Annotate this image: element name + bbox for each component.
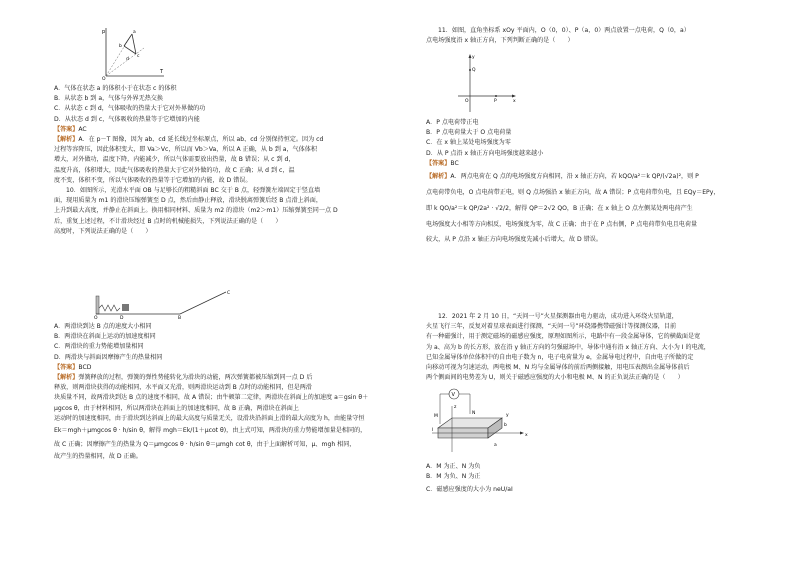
q12-option-c: C．磁感应强度的大小为 neU/aI — [426, 486, 513, 494]
q10-solution-line: Ek＝mgh＋μmgcos θ · h/sin θ，解得 mgh＝Ek/(1＋μcot θ)，由上式可知，两滑块的重力势能增加量是相同的， — [54, 427, 367, 435]
q12-stem-line: 已知金属导体单位体积中的自由电子数为 n，电子电荷量为 e，金属导电过程中，自由电子所做的定 — [426, 353, 694, 361]
q11-stem-line: 11．如图，直角坐标系 xOy 平面内，O（0，0）、P（a，0）两点放置一点电荷，Q（0，a） — [438, 27, 690, 34]
answer-tag: 【答案】 — [426, 159, 451, 167]
voltmeter-label: V — [451, 392, 455, 398]
q10-solution-line: 故产生的热量相同，故 D 正确。 — [54, 453, 142, 461]
xy-axes-figure — [456, 52, 518, 114]
q9-answer-value: AC — [78, 125, 87, 133]
q10-option-b: B．两滑块在斜面上运动的加速度相同 — [54, 333, 156, 341]
electrode-m-label: M — [434, 414, 438, 419]
q10-answer — [54, 363, 368, 373]
solution-tag: 【解析】 — [54, 136, 79, 144]
q10-stem-line: 高度时，下列说法正确的是（ ） — [54, 227, 152, 235]
q12-stem-line: 火星飞行三年，反复对着星球表面进行探测，“天问一号”环绕器携带磁强计等探测仪器，目前 — [426, 323, 677, 331]
q10-solution-line: 块质量不同，故两滑块到达 B 点的速度不相同，故 A 错误；由牛顿第二定律，两滑块在斜面上的加速度 a＝gsin θ＋ — [54, 394, 369, 402]
axis-y-label: y — [472, 55, 475, 60]
q11-stem-line: 点电场强度沿 x 轴正方向，下列判断正确的是（ ） — [426, 37, 574, 45]
q10-stem-line: 10．如图所示，光滑水平面 OB 与足够长的粗糙斜面 BC 交于 B 点，轻弹簧左端固定于竖直墙 — [66, 187, 321, 195]
hall-block-figure — [430, 384, 534, 456]
q10-solution-line: 运动时的加速度相同，由于滑块到达斜面上的最大高度与质量无关，设滑块沿斜面上滑的最大高度为 h，由能量守恒 — [54, 414, 365, 422]
axis-t-label: T — [160, 69, 164, 75]
solution-tag: 【解析】 — [54, 374, 79, 382]
point-label-b: B — [178, 316, 182, 320]
q12-option-a: A．M 为正、N 为负 — [426, 463, 481, 470]
q11-answer — [426, 159, 719, 169]
q9-option-d: D．从状态 d 到 c，气体吸收的热量等于它增加的内能 — [54, 115, 200, 123]
q11-option-c: C．在 x 轴上某处电场强度为零 — [426, 139, 511, 147]
point-label-d: D — [120, 316, 124, 320]
graph-label-d: d — [126, 57, 129, 62]
q12-stem-line: 两个侧面间的电势差为 U，则关于磁感应强度的大小和电极 M、N 的正负说法正确的是（ ） — [426, 374, 684, 382]
electrode-n-label: N — [472, 411, 476, 416]
q11-option-a: A．P 点电荷带正电 — [426, 119, 479, 126]
q10-solution-line: 【解析】弹簧释放的过程，弹簧的弹性势能转化为滑块的动能，两次弹簧都被压缩到同一点 D 后 — [54, 374, 313, 382]
q11-solution-line: 即 k QO/a²＝k QP/2a² · √2/2，解得 QP＝2√2 QO，B 正确；在 x 轴上 O 点左侧某处两电荷产生 — [426, 205, 693, 213]
answer-tag: 【答案】 — [54, 125, 79, 133]
point-label-o: O — [94, 316, 98, 320]
q11-stem — [426, 26, 690, 46]
q12-option-b: B．M 为负、N 为正 — [426, 473, 481, 481]
q11-options — [426, 118, 719, 247]
axis-y-label: y — [506, 413, 509, 418]
q10-option-d: D．两滑块与斜面因摩擦产生的热量相同 — [54, 353, 163, 361]
graph-label-b: b — [119, 44, 122, 49]
q9-option-a: A．气体在状态 a 的体积小于在状态 c 的体积 — [54, 85, 177, 92]
q9-solution-line: 过程等容降压，因此体积变大，即 Va＞Vc，所以而 Vb＞Va，所以 A 正确，从 b 到 a，气体体积 — [54, 146, 317, 154]
q9-solution-line: 增大，对外做功，温度下降，内能减少，所以气体需要放出热量，故 B 错误；从 c 到 d， — [54, 156, 295, 164]
q12-options — [426, 462, 513, 498]
width-a-label: a — [494, 443, 497, 448]
height-b-label: b — [504, 423, 507, 428]
q12-stem — [426, 312, 710, 383]
q10-option-a: A．两滑块到达 B 点的速度大小相同 — [54, 323, 152, 330]
axis-z-label: z — [454, 405, 457, 410]
q10-option-c: C．两滑块的重力势能增加量相同 — [54, 343, 144, 351]
q9-option-c: C．从状态 c 到 d，气体吸收的热量大于它对外界做的功 — [54, 105, 206, 113]
q11-answer-value: BC — [450, 159, 459, 167]
origin-o-label: O — [465, 99, 469, 104]
q9-solution-line: 温度升高，体积增大，因此气体吸收的热量大于它对外做的功，故 C 正确；从 d 到 c，温 — [54, 166, 295, 174]
pt-graph-figure — [102, 26, 168, 80]
graph-label-c: c — [137, 54, 140, 59]
q10-solution-line: 故 C 正确；因摩擦产生的热量为 Q＝μmgcos θ · h/sin θ＝μmgh cot θ，由于上面解析可知，μ、mgh 相同， — [54, 441, 356, 449]
q11-solution-line: 电场强度大小相等方向相反，电场强度为零，故 C 正确；由于在 P 点右侧，P 点电荷带负电且电荷量 — [426, 221, 698, 229]
q11-solution-line: 点电荷带负电，O 点电荷带正电，则 Q 点场强沿 x 轴正方向，故 A 错误；P 点电荷带负电，且 EQy＝EPy， — [426, 189, 720, 197]
answer-tag: 【答案】 — [54, 363, 79, 371]
current-i-label: I — [432, 428, 434, 433]
solution-tag: 【解析】 — [426, 173, 451, 181]
q9-answer — [54, 125, 338, 135]
q12-stem-line: 12．2021 年 2 月 10 日，“天问一号”火星探测器由电力驱动，成功进入环绕火星轨道， — [438, 313, 678, 320]
spring-incline-figure — [94, 288, 234, 320]
q11-option-d: D．从 P 点沿 x 轴正方向电场强度越来越小 — [426, 149, 544, 157]
q9-options — [54, 84, 338, 237]
q10-solution-line: μgcos θ，由于材料相同，所以两滑块在斜面上的加速度相同，故 B 正确，两滑块在斜面上 — [54, 404, 299, 412]
q11-solution-line: 较大，从 P 点沿 x 轴正方向电场强度先减小后增大，故 D 错误。 — [426, 236, 602, 244]
q9-solution-line: 【解析】A．在 p－T 图像，因为 ab、cd 延长线过坐标原点，所以 ab、cd 分别保持恒定。因为 cd — [54, 136, 324, 144]
point-q-label: Q — [472, 68, 476, 73]
axis-p-label: p — [102, 29, 106, 35]
q10-stem-line: 上升到最大高度，并静止在斜面上。换用相同材料、质量为 m2 的滑块（m2＞m1）压缩弹簧至同一点 D — [54, 207, 338, 215]
q12-stem-line: 为 a、高为 b 的长方形，放在沿 y 轴正方向的匀强磁场中，导体中通有沿 x 轴正方向、大小为 I 的电流， — [426, 343, 710, 351]
q10-answer-value: BCD — [78, 363, 92, 371]
q10-stem-line: 后，重复上述过程，不计滑块经过 B 点时的机械能损失，下列说法正确的是（ ） — [54, 217, 282, 225]
q12-stem-line: 有一种磁强计，用于测定磁场的磁感应强度，原理如图所示，电路中有一段金属导体，它的横截面是宽 — [426, 333, 701, 341]
point-p-label: P — [494, 99, 497, 104]
graph-label-a: a — [133, 30, 136, 35]
q10-solution-line: 释放，则两滑块获得的动能相同，水平面又光滑，则两滑块运动到 B 点时的动能相同，但是两滑 — [54, 384, 312, 392]
axis-x-label: x — [513, 99, 516, 104]
axis-x-label: x — [525, 433, 528, 438]
q11-option-b: B．P 点电荷量大于 O 点电荷量 — [426, 129, 512, 137]
q12-stem-line: 向移动可视为匀速运动，两电极 M、N 均与金属导体的前后两侧接触，用电压表测出金属导体前后 — [426, 364, 690, 372]
q11-solution-line: 【解析】A．两点电荷在 Q 点的电场强度方向相同，沿 x 轴正方向，若 kQO/a²＝k QP/(√2a)²，则 P — [426, 173, 699, 181]
q10-stem-line: 面，现用质量为 m1 的滑块压缩弹簧至 D 点，然后由静止释放，滑块脱离弹簧后经 B 点滑上斜面， — [54, 197, 322, 205]
incline-label-c: C — [227, 291, 231, 296]
q10-options — [54, 322, 368, 462]
graph-origin-label: O — [102, 77, 106, 80]
q9-option-b: B．从状态 b 到 a，气体与外界无热交换 — [54, 95, 163, 103]
q9-solution-line: 度不变，体积不变，所以气体吸收的热量等于它增加的内能，故 D 错误。 — [54, 176, 252, 184]
